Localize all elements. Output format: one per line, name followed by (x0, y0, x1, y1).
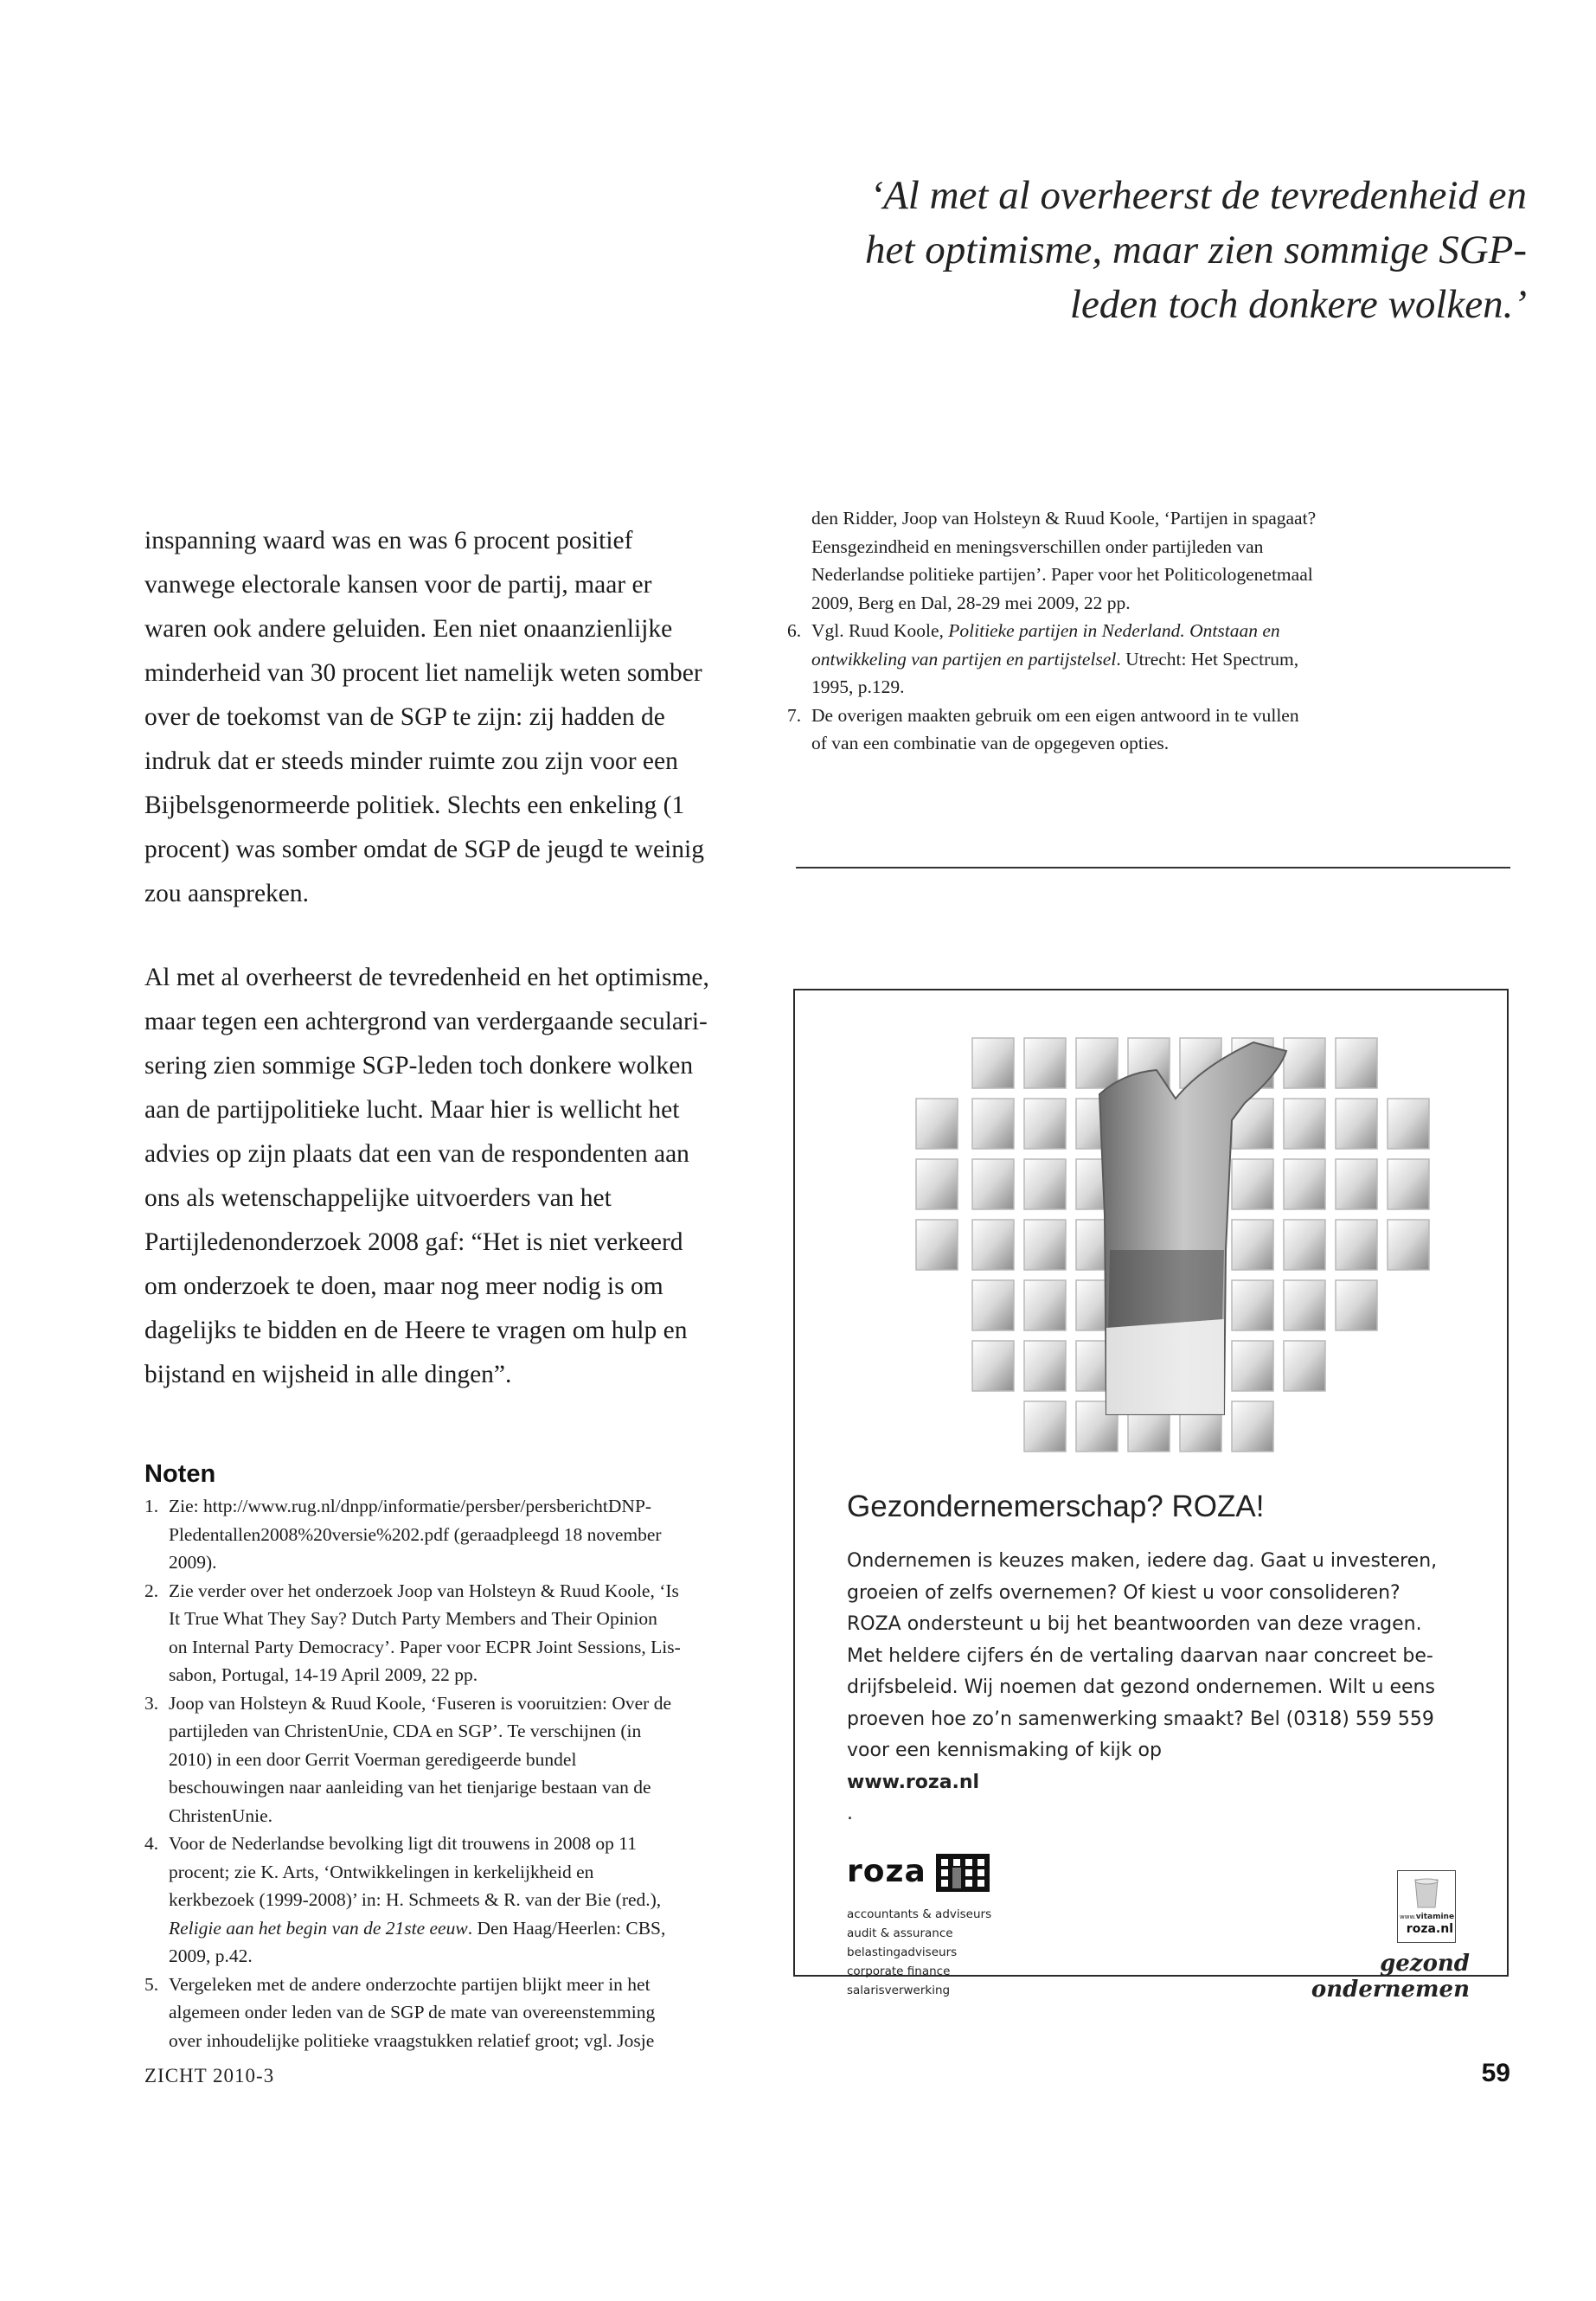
footnote-2 (144, 1577, 750, 1689)
pull-quote-line: het optimisme, maar zien sommige SGP- (865, 228, 1527, 272)
body-line: zou aanspreken. (144, 880, 310, 907)
body-line: ons als wetenschappelijke uitvoerders van het (144, 1184, 612, 1212)
footnote-italic: Politieke partijen in Nederland. Ontstaan en (948, 620, 1280, 641)
roza-services-list (847, 1905, 991, 2000)
footnote-line: ChristenUnie. (169, 1804, 273, 1826)
footnote-5-continued (787, 504, 1531, 617)
footnote-number: 6. (787, 620, 802, 641)
notes-list-left (144, 1492, 750, 2054)
footnote-line: Voor de Nederlandse bevolking ligt dit trouwens in 2008 op 11 (169, 1833, 638, 1854)
body-paragraph-2 (144, 956, 750, 1397)
body-line: waren ook andere geluiden. Een niet onaanzienlijke (144, 615, 673, 643)
footnote-number: 3. (144, 1692, 159, 1714)
page-number: 59 (1481, 2059, 1510, 2087)
footnote-line: procent; zie K. Arts, ‘Ontwikkelingen in kerkelijkheid en (169, 1861, 594, 1882)
footnote-7 (787, 702, 1531, 758)
service-item: salarisverwerking (847, 1984, 951, 1997)
body-line: Al met al overheerst de tevredenheid en het optimisme, (144, 964, 709, 991)
pull-quote (779, 169, 1527, 332)
ad-text: voor een kennismaking of kijk op (847, 1740, 1162, 1761)
body-line: advies op zijn plaats dat een van de respondenten aan (144, 1140, 689, 1168)
pull-quote-line: leden toch donkere wolken.’ (1069, 282, 1527, 327)
pull-quote-line: ‘Al met al overheerst de tevredenheid en (869, 173, 1527, 218)
footnote-number: 4. (144, 1833, 159, 1854)
body-line: minderheid van 30 procent liet namelijk weten somber (144, 659, 702, 687)
ad-line: drijfsbeleid. Wij noemen dat gezond ondernemen. Wilt u eens (847, 1676, 1435, 1698)
ad-line: Ondernemen is keuzes maken, iedere dag. Gaat u investeren, (847, 1550, 1438, 1572)
ad-line: ROZA ondersteunt u bij het beantwoorden van deze vragen. (847, 1613, 1422, 1635)
footnote-line: 2009, Berg en Dal, 28-29 mei 2009, 22 pp. (811, 592, 1131, 613)
divider-rule (796, 867, 1510, 868)
roza-advertisement (793, 989, 1509, 2003)
body-line: over de toekomst van de SGP te zijn: zij hadden de (144, 703, 665, 731)
footnote-line: Joop van Holsteyn & Ruud Koole, ‘Fuseren is vooruitzien: Over de (169, 1692, 672, 1714)
vitamine-word: vitamine (1415, 1913, 1455, 1921)
footnote-number: 7. (787, 704, 802, 726)
footnote-line: It True What They Say? Dutch Party Members and Their Opinion (169, 1608, 657, 1629)
footnote-line: Vergeleken met de andere onderzochte partijen blijkt meer in het (169, 1973, 651, 1995)
footnote-line: kerkbezoek (1999-2008)’ in: H. Schmeets & R. van der Bie (red.), (169, 1889, 662, 1910)
footnote-text: . Den Haag/Heerlen: CBS, (467, 1917, 666, 1939)
footnote-line: Eensgezindheid en meningsverschillen onder partijleden van (811, 535, 1264, 557)
footnote-line: 2010) in een door Gerrit Voerman geredigeerde bundel (169, 1748, 577, 1770)
ad-line: Met heldere cijfers én de vertaling daarvan naar concreet be- (847, 1644, 1433, 1667)
journal-issue: ZICHT 2010-3 (144, 2065, 275, 2086)
cup-icon (1412, 1876, 1441, 1911)
ad-line (847, 1735, 1461, 1830)
footnote-italic: Religie aan het begin van de 21ste eeuw (169, 1917, 468, 1939)
footnote-text: Vgl. Ruud Koole, (811, 620, 949, 641)
body-line: dagelijks te bidden en de Heere te vragen om hulp en (144, 1317, 688, 1344)
vitamine-roza-logo (1397, 1870, 1456, 1943)
body-line: aan de partijpolitieke lucht. Maar hier is wellicht het (144, 1096, 680, 1124)
ad-line: groeien of zelfs overnemen? Of kiest u voor consolideren? (847, 1581, 1401, 1604)
footnote-line: Zie verder over het onderzoek Joop van Holsteyn & Ruud Koole, ‘Is (169, 1580, 679, 1601)
footnote-6 (787, 617, 1531, 702)
vitamine-prefix: www. (1400, 1913, 1416, 1920)
roza-mark-icon (936, 1854, 990, 1892)
footnote-line (811, 617, 1531, 645)
body-line: om onderzoek te doen, maar nog meer nodig is om (144, 1272, 663, 1300)
footnote-4 (144, 1830, 750, 1971)
body-line: vanwege electorale kansen voor de partij, maar er (144, 571, 652, 599)
body-line: maar tegen een achtergrond van verdergaande seculari- (144, 1008, 708, 1035)
body-line: Bijbelsgenormeerde politiek. Slechts een enkeling (1 (144, 792, 685, 819)
body-line: Partijledenonderzoek 2008 gaf: “Het is niet verkeerd (144, 1228, 683, 1256)
footnote-line (169, 1914, 750, 1943)
notes-list-right (787, 504, 1531, 758)
ad-text: . (847, 1803, 853, 1824)
ad-title: Gezondernemerschap? ROZA! (847, 1490, 1265, 1523)
footnote-text: . Utrecht: Het Spectrum, (1116, 648, 1299, 670)
body-line: inspanning waard was en was 6 procent positief (144, 527, 633, 554)
body-paragraph-1 (144, 519, 750, 916)
footnote-number: 2. (144, 1580, 159, 1601)
footnote-italic: ontwikkeling van partijen en partijstelsel (811, 648, 1117, 670)
ad-body-text (847, 1546, 1461, 1830)
footnote-line: sabon, Portugal, 14-19 April 2009, 22 pp. (169, 1664, 478, 1685)
ad-website-link[interactable]: www.roza.nl (847, 1771, 980, 1793)
roza-logo: roza (847, 1854, 926, 1889)
footnote-line: 2009, p.42. (169, 1945, 253, 1966)
service-item: accountants & adviseurs (847, 1907, 992, 1921)
footnote-line: Zie: http://www.rug.nl/dnpp/informatie/persber/persberichtDNP- (169, 1496, 652, 1516)
service-item: corporate finance (847, 1965, 951, 1978)
vitamine-label (1400, 1913, 1453, 1920)
footnote-line: 1995, p.129. (811, 676, 905, 697)
advertisement-illustration (795, 990, 1507, 1475)
footnote-line: den Ridder, Joop van Holsteyn & Ruud Koole, ‘Partijen in spagaat? (811, 508, 1317, 529)
service-item: belastingadviseurs (847, 1945, 958, 1959)
footnote-line: De overigen maakten gebruik om een eigen antwoord in te vullen (811, 704, 1299, 726)
footnote-line: over inhoudelijke politieke vraagstukken relatief groot; vgl. Josje (169, 2029, 655, 2051)
footnote-line: Nederlandse politieke partijen’. Paper voor het Politicologenetmaal (811, 564, 1313, 585)
footnote-line: 2009). (169, 1552, 217, 1573)
body-line: sering zien sommige SGP-leden toch donkere wolken (144, 1052, 694, 1080)
footnote-3 (144, 1689, 750, 1830)
footnote-line: of van een combinatie van de opgegeven opties. (811, 733, 1170, 753)
body-line: procent) was somber omdat de SGP de jeugd te weinig (144, 836, 704, 863)
footnote-1 (144, 1492, 750, 1577)
ad-slogan: gezond ondernemen (1311, 1951, 1470, 2003)
footnote-line: on Internal Party Democracy’. Paper voor ECPR Joint Sessions, Lis- (169, 1636, 681, 1657)
footnote-line: beschouwingen naar aanleiding van het tienjarige bestaan van de (169, 1777, 651, 1798)
service-item: audit & assurance (847, 1926, 953, 1940)
body-line: bijstand en wijsheid in alle dingen”. (144, 1361, 512, 1388)
footnote-line: partijleden van ChristenUnie, CDA en SGP’. Te verschijnen (in (169, 1721, 642, 1741)
body-line: indruk dat er steeds minder ruimte zou zijn voor een (144, 747, 678, 775)
notes-heading: Noten (144, 1460, 216, 1488)
footnote-line (811, 645, 1531, 674)
ad-line: proeven hoe zo’n samenwerking smaakt? Bel (0318) 559 559 (847, 1708, 1434, 1730)
footnote-line: Pledentallen2008%20versie%202.pdf (geraadpleegd 18 november (169, 1523, 662, 1545)
footnote-number: 1. (144, 1496, 159, 1516)
footnote-number: 5. (144, 1973, 159, 1995)
footnote-5 (144, 1971, 750, 2055)
vitamine-url: roza.nl (1406, 1922, 1453, 1936)
footnote-line: algemeen onder leden van de SGP de mate van overeenstemming (169, 2002, 656, 2022)
